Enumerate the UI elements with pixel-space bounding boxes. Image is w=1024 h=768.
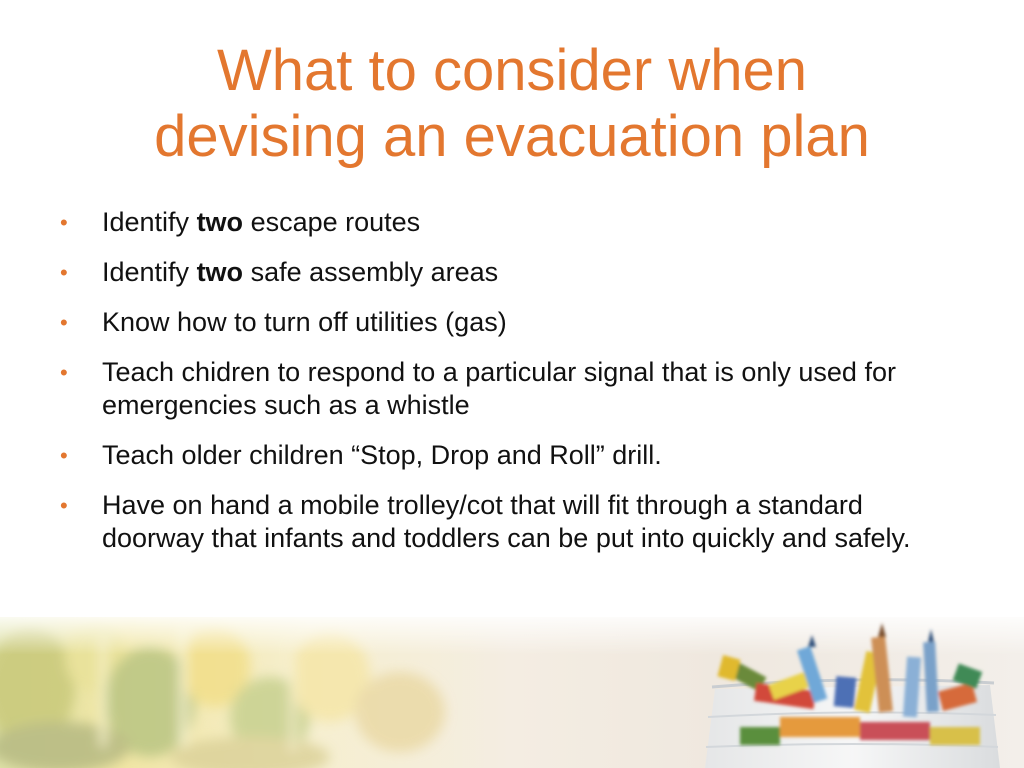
bullet-item-utilities xyxy=(58,306,958,339)
bullet-marker-icon: • xyxy=(60,310,68,335)
bullet-text: Identify xyxy=(102,207,197,237)
bullet-text: escape routes xyxy=(243,207,421,237)
bullet-marker-icon: • xyxy=(60,443,68,468)
slide-title-line-2: devising an evacuation plan xyxy=(154,104,870,169)
bullet-emphasis: two xyxy=(196,257,244,287)
bullet-item-trolley xyxy=(58,489,958,555)
bullet-item-stop-drop-roll xyxy=(58,439,958,472)
bullet-list xyxy=(58,206,958,572)
bullet-text: Teach older children “Stop, Drop and Roll” drill. xyxy=(102,440,662,470)
bullet-text: Teach chidren to respond to a particular signal that is only used for emergencies such as a whistle xyxy=(102,357,896,420)
slide-title-line-1: What to consider when xyxy=(217,38,807,103)
bullet-marker-icon: • xyxy=(60,210,68,235)
bullet-item-signal xyxy=(58,356,958,422)
bullet-text: Know how to turn off utilities (gas) xyxy=(102,307,507,337)
bullet-text: Have on hand a mobile trolley/cot that will fit through a standard doorway that infants and toddlers can be put into quickly and safely. xyxy=(102,490,911,553)
bullet-item-escape-routes xyxy=(58,206,958,239)
bullet-marker-icon: • xyxy=(60,493,68,518)
bullet-marker-icon: • xyxy=(60,360,68,385)
slide-title xyxy=(0,38,1024,170)
crayons-banner-image xyxy=(0,617,1024,768)
bullet-text: safe assembly areas xyxy=(243,257,499,287)
bullet-text: Identify xyxy=(102,257,197,287)
bullet-marker-icon: • xyxy=(60,260,68,285)
bullet-item-assembly-areas xyxy=(58,256,958,289)
bullet-emphasis: two xyxy=(196,207,244,237)
